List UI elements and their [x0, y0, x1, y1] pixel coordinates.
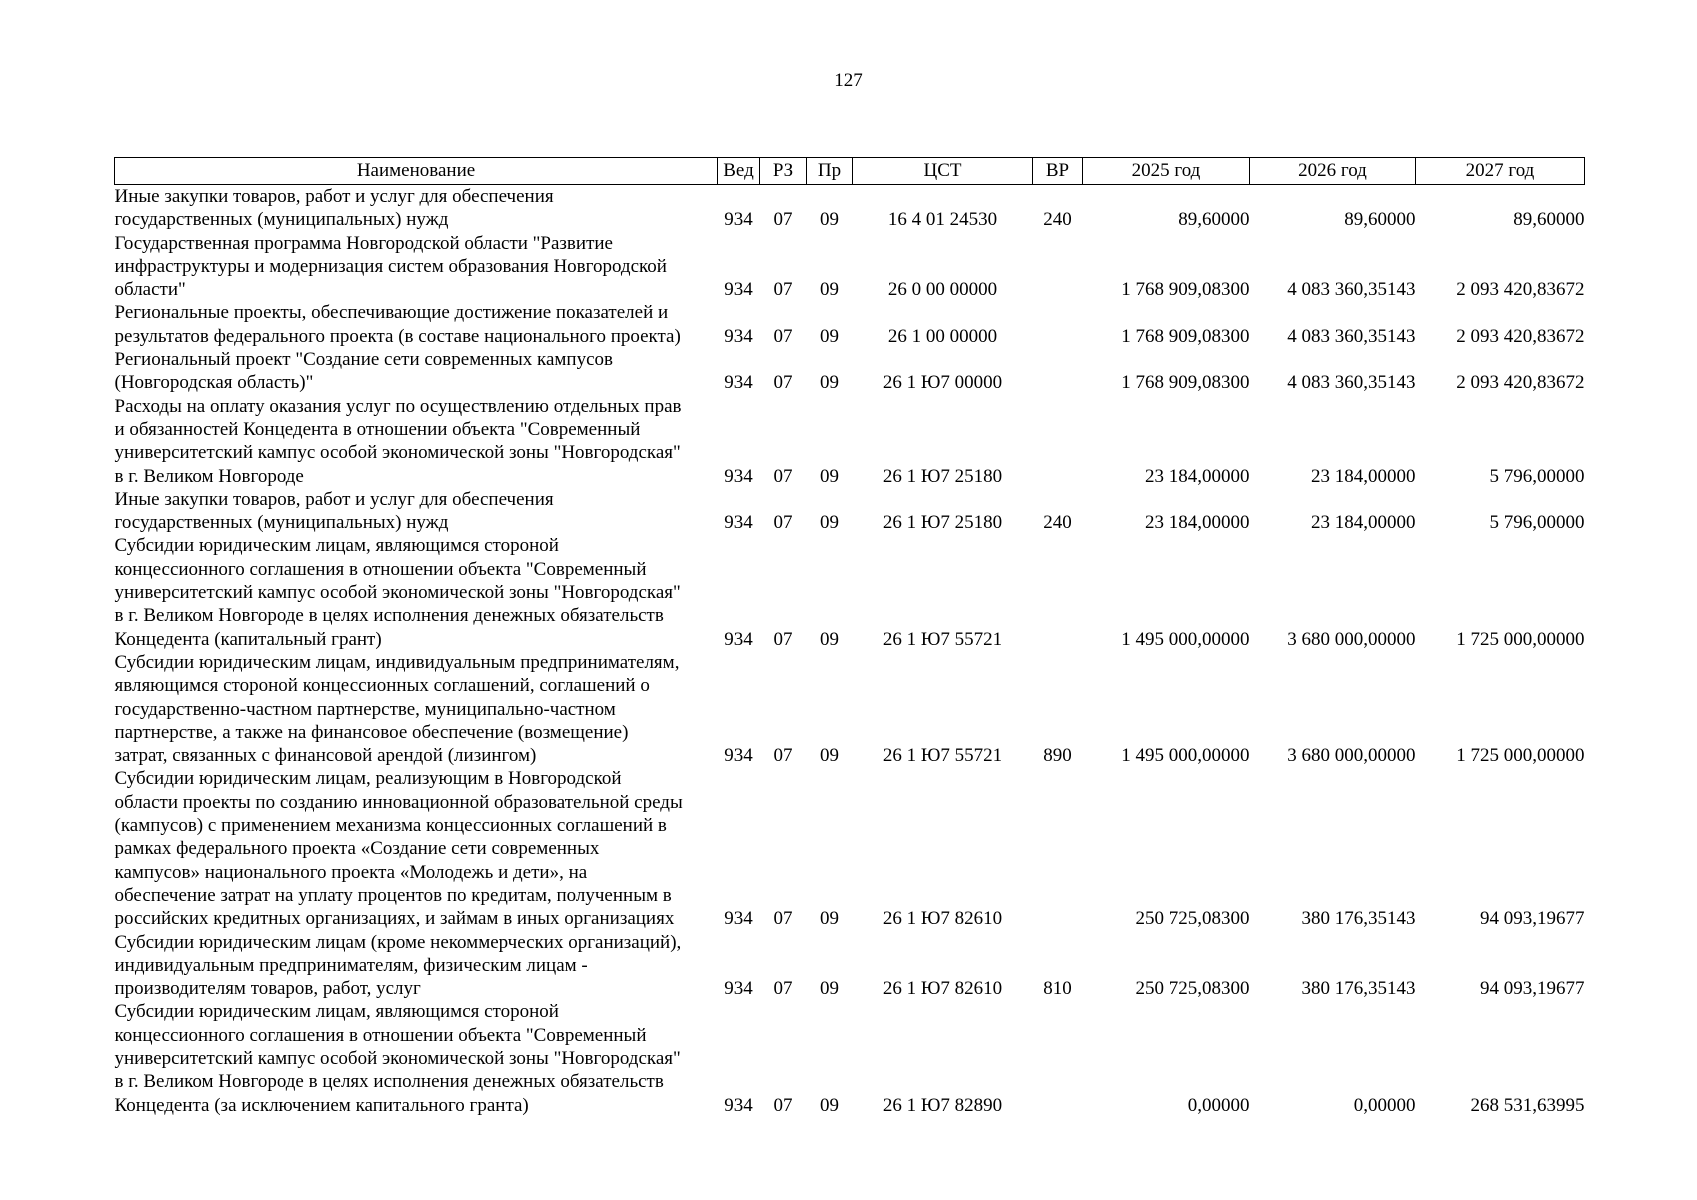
cell-cst: 26 1 Ю7 25180 — [882, 512, 1003, 534]
cell-pr: 09 — [820, 628, 839, 650]
header-2027: 2027 год — [1416, 158, 1585, 185]
name-line: затрат, связанных с финансовой арендой (лизингом) — [114, 745, 537, 767]
cell-rz: 07 — [773, 628, 793, 650]
name-line: Субсидии юридическим лицам, являющимся стороной — [114, 1001, 559, 1023]
name-line: являющимся стороной концессионных соглашений, соглашений о — [114, 675, 650, 697]
cell-ved: 934 — [724, 372, 753, 394]
cell-rz: 07 — [773, 325, 793, 347]
name-line: Субсидии юридическим лицам, реализующим в Новгородской — [114, 768, 622, 790]
name-line: области проекты по созданию инновационной образовательной среды — [114, 791, 683, 813]
cell-pr: 09 — [820, 512, 839, 534]
header-pr: Пр — [807, 158, 853, 185]
cell-vr — [1033, 232, 1083, 302]
name-line: (кампусов) с применением механизма концессионных соглашений в — [114, 815, 667, 837]
cell-rz: 07 — [773, 372, 793, 394]
cell-cst: 26 1 Ю7 55721 — [882, 745, 1003, 767]
name-line: результатов федерального проекта (в составе национального проекта) — [114, 325, 681, 347]
cell-2027: 2 093 420,83672 — [1456, 279, 1585, 301]
cell-pr: 09 — [820, 745, 839, 767]
name-line: кампусов» национального проекта «Молодежь и дети», на — [114, 861, 588, 883]
cell-2025: 23 184,00000 — [1145, 512, 1250, 534]
name-line: университетский кампус особой экономической зоны "Новгородская" — [114, 1047, 681, 1069]
name-line: инфраструктуры и модернизация систем образования Новгородской — [114, 255, 667, 277]
header-rz: РЗ — [760, 158, 807, 185]
cell-2026: 4 083 360,35143 — [1287, 372, 1416, 394]
cell-vr: 890 — [1043, 745, 1072, 767]
table-row — [115, 232, 1585, 302]
cell-2027: 5 796,00000 — [1489, 512, 1585, 534]
name-line: государственно-частном партнерстве, муниципально-частном — [114, 698, 616, 720]
name-line: производителям товаров, работ, услуг — [114, 978, 421, 1000]
cell-vr: 810 — [1043, 978, 1072, 1000]
cell-vr — [1033, 395, 1083, 488]
cell-vr — [1033, 301, 1083, 348]
cell-2027: 5 796,00000 — [1489, 465, 1585, 487]
budget-table — [114, 157, 1585, 1117]
cell-ved: 934 — [724, 209, 753, 231]
name-line: Концедента (за исключением капитального гранта) — [114, 1094, 529, 1116]
name-line: Иные закупки товаров, работ и услуг для обеспечения — [114, 186, 554, 207]
cell-name — [115, 301, 718, 348]
table-row — [115, 1000, 1585, 1116]
cell-2027: 1 725 000,00000 — [1456, 745, 1585, 767]
cell-2026: 23 184,00000 — [1311, 512, 1416, 534]
cell-2027: 94 093,19677 — [1480, 978, 1585, 1000]
cell-ved: 934 — [724, 512, 753, 534]
cell-2025: 1 768 909,08300 — [1121, 279, 1250, 301]
cell-2027: 268 531,63995 — [1470, 1094, 1585, 1116]
cell-2026: 23 184,00000 — [1311, 465, 1416, 487]
cell-2026: 0,00000 — [1353, 1094, 1416, 1116]
name-line: индивидуальным предпринимателям, физическим лицам - — [114, 954, 588, 976]
name-line: концессионного соглашения в отношении объекта "Современный — [114, 558, 647, 580]
header-vr: ВР — [1033, 158, 1083, 185]
cell-pr: 09 — [820, 279, 839, 301]
cell-cst: 26 1 Ю7 55721 — [882, 628, 1003, 650]
table-row — [115, 931, 1585, 1001]
cell-name — [115, 395, 718, 488]
header-ved: Вед — [718, 158, 760, 185]
cell-ved: 934 — [724, 978, 753, 1000]
cell-cst: 26 1 00 00000 — [887, 325, 998, 347]
cell-vr — [1033, 1000, 1083, 1116]
name-line: Субсидии юридическим лицам, являющимся стороной — [114, 535, 559, 557]
cell-2027: 2 093 420,83672 — [1456, 325, 1585, 347]
cell-pr: 09 — [820, 1094, 839, 1116]
cell-cst: 26 1 Ю7 82890 — [882, 1094, 1003, 1116]
table-row — [115, 767, 1585, 930]
table-row — [115, 488, 1585, 535]
cell-vr — [1033, 767, 1083, 930]
cell-2025: 1 768 909,08300 — [1121, 372, 1250, 394]
cell-rz: 07 — [773, 908, 793, 930]
cell-2027: 2 093 420,83672 — [1456, 372, 1585, 394]
name-line: государственных (муниципальных) нужд — [114, 512, 449, 534]
cell-vr — [1033, 348, 1083, 395]
cell-2027: 89,60000 — [1513, 209, 1585, 231]
cell-2025: 1 495 000,00000 — [1121, 745, 1250, 767]
header-name: Наименование — [115, 158, 718, 185]
cell-rz: 07 — [773, 209, 793, 231]
table-row — [115, 395, 1585, 488]
cell-2025: 250 725,08300 — [1135, 908, 1250, 930]
cell-2025: 23 184,00000 — [1145, 465, 1250, 487]
cell-rz: 07 — [773, 279, 793, 301]
name-line: Государственная программа Новгородской области "Развитие — [114, 232, 613, 254]
cell-2026: 380 176,35143 — [1301, 908, 1416, 930]
table-row — [115, 301, 1585, 348]
cell-pr: 09 — [820, 325, 839, 347]
name-line: рамках федерального проекта «Создание сети современных — [114, 838, 600, 860]
name-line: (Новгородская область)" — [114, 372, 314, 394]
table-row — [115, 651, 1585, 767]
name-line: в г. Великом Новгороде в целях исполнения денежных обязательств — [114, 605, 664, 627]
name-line: университетский кампус особой экономической зоны "Новгородская" — [114, 442, 681, 464]
table-row — [115, 348, 1585, 395]
name-line: области" — [114, 279, 186, 301]
cell-ved: 934 — [724, 1094, 753, 1116]
cell-pr: 09 — [820, 465, 839, 487]
name-line: и обязанностей Концедента в отношении объекта "Современный — [114, 418, 641, 440]
cell-name — [115, 1000, 718, 1116]
cell-2026: 4 083 360,35143 — [1287, 279, 1416, 301]
name-line: в г. Великом Новгороде — [114, 465, 304, 487]
cell-2026: 3 680 000,00000 — [1287, 628, 1416, 650]
cell-name — [115, 185, 718, 232]
page-number: 127 — [834, 70, 863, 91]
cell-2026: 3 680 000,00000 — [1287, 745, 1416, 767]
cell-cst: 26 1 Ю7 25180 — [882, 465, 1003, 487]
name-line: Региональные проекты, обеспечивающие достижение показателей и — [114, 302, 669, 324]
table-header-row — [115, 158, 1585, 185]
name-line: Субсидии юридическим лицам (кроме некоммерческих организаций), — [114, 931, 682, 953]
cell-name — [115, 488, 718, 535]
cell-ved: 934 — [724, 628, 753, 650]
name-line: в г. Великом Новгороде в целях исполнения денежных обязательств — [114, 1071, 664, 1093]
cell-cst: 26 1 Ю7 00000 — [882, 372, 1003, 394]
cell-cst: 26 1 Ю7 82610 — [882, 908, 1003, 930]
header-2026: 2026 год — [1250, 158, 1416, 185]
cell-pr: 09 — [820, 908, 839, 930]
cell-vr: 240 — [1043, 209, 1072, 231]
cell-2025: 0,00000 — [1187, 1094, 1250, 1116]
cell-pr: 09 — [820, 372, 839, 394]
cell-2027: 94 093,19677 — [1480, 908, 1585, 930]
cell-2027: 1 725 000,00000 — [1456, 628, 1585, 650]
cell-2025: 250 725,08300 — [1135, 978, 1250, 1000]
name-line: государственных (муниципальных) нужд — [114, 209, 449, 231]
cell-rz: 07 — [773, 978, 793, 1000]
cell-2025: 1 768 909,08300 — [1121, 325, 1250, 347]
cell-ved: 934 — [724, 908, 753, 930]
header-2025: 2025 год — [1083, 158, 1250, 185]
name-line: партнерстве, а также на финансовое обеспечение (возмещение) — [114, 721, 629, 743]
cell-vr: 240 — [1043, 512, 1072, 534]
table-row — [115, 534, 1585, 650]
cell-pr: 09 — [820, 978, 839, 1000]
name-line: Концедента (капитальный грант) — [114, 628, 382, 650]
cell-2026: 4 083 360,35143 — [1287, 325, 1416, 347]
name-line: Субсидии юридическим лицам, индивидуальным предпринимателям, — [114, 651, 680, 673]
cell-name — [115, 767, 718, 930]
name-line: российских кредитных организациях, и займам в иных организациях — [114, 908, 675, 930]
cell-name — [115, 534, 718, 650]
table-row — [115, 185, 1585, 232]
cell-ved: 934 — [724, 325, 753, 347]
cell-vr — [1033, 534, 1083, 650]
cell-ved: 934 — [724, 465, 753, 487]
cell-ved: 934 — [724, 279, 753, 301]
name-line: Расходы на оплату оказания услуг по осуществлению отдельных прав — [114, 395, 682, 417]
cell-cst: 26 0 00 00000 — [887, 279, 998, 301]
cell-ved: 934 — [724, 745, 753, 767]
cell-2026: 89,60000 — [1344, 209, 1416, 231]
cell-rz: 07 — [773, 512, 793, 534]
name-line: обеспечение затрат на уплату процентов по кредитам, полученным в — [114, 884, 672, 906]
cell-rz: 07 — [773, 1094, 793, 1116]
table-body — [115, 185, 1585, 1117]
name-line: концессионного соглашения в отношении объекта "Современный — [114, 1024, 647, 1046]
cell-name — [115, 232, 718, 302]
name-line: Иные закупки товаров, работ и услуг для обеспечения — [114, 488, 554, 510]
cell-name — [115, 931, 718, 1001]
cell-cst: 16 4 01 24530 — [887, 209, 998, 231]
cell-2026: 380 176,35143 — [1301, 978, 1416, 1000]
cell-2025: 1 495 000,00000 — [1121, 628, 1250, 650]
cell-cst: 26 1 Ю7 82610 — [882, 978, 1003, 1000]
cell-rz: 07 — [773, 465, 793, 487]
name-line: Региональный проект "Создание сети современных кампусов — [114, 349, 613, 371]
header-cst: ЦСТ — [853, 158, 1033, 185]
cell-pr: 09 — [820, 209, 839, 231]
cell-rz: 07 — [773, 745, 793, 767]
cell-name — [115, 348, 718, 395]
name-line: университетский кампус особой экономической зоны "Новгородская" — [114, 582, 681, 604]
cell-2025: 89,60000 — [1178, 209, 1250, 231]
cell-name — [115, 651, 718, 767]
